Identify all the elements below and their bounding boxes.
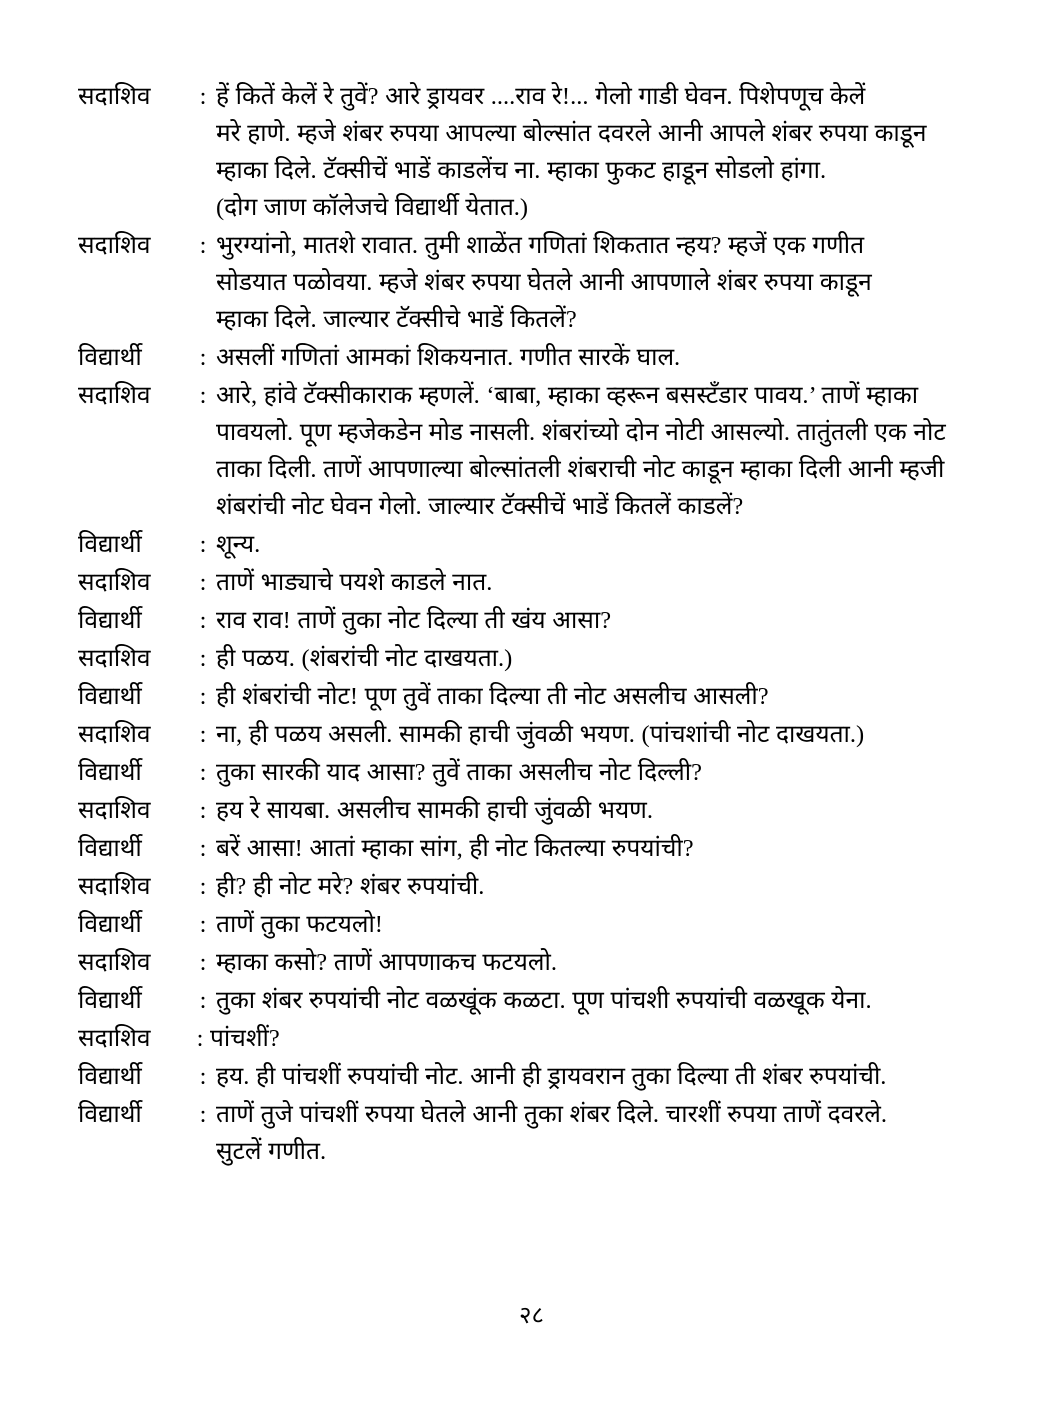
speech-text xyxy=(216,1058,991,1095)
speech-line: म्हाका दिले. जाल्यार टॅक्सीचे भाडें कितलें? xyxy=(216,306,577,333)
speaker-colon: : xyxy=(199,232,207,259)
speaker-label: विद्यार्थी xyxy=(78,344,142,371)
speech-line: ताणें तुजे पांचशीं रुपया घेतले आनी तुका शंबर दिले. चारशीं रुपया ताणें दवरले. xyxy=(216,1101,888,1128)
speech-text xyxy=(216,830,991,867)
dialogue-line xyxy=(78,944,991,981)
speech-text xyxy=(216,944,991,981)
speaker-label: विद्यार्थी xyxy=(78,607,142,634)
dialogue-line xyxy=(78,868,991,905)
dialogue-line xyxy=(78,339,991,376)
speaker-colon: : xyxy=(196,1025,204,1052)
speech-line: ना, ही पळय असली. सामकी हाची जुंवळी भयण. (पांचशांची नोट दाखयता.) xyxy=(216,721,865,748)
speaker-colon: : xyxy=(199,607,207,634)
dialogue-line xyxy=(78,982,991,1019)
speech-text xyxy=(216,526,991,563)
speech-text xyxy=(216,377,991,525)
speech-line: ही शंबरांची नोट! पूण तुवें ताका दिल्या ती नोट असलीच आसली? xyxy=(216,683,769,710)
speech-text xyxy=(216,78,991,226)
speaker-label: विद्यार्थी xyxy=(78,911,142,938)
page-number: २८ xyxy=(519,1303,544,1329)
play-script-dialogue-list xyxy=(78,78,991,1170)
speech-line: तुका सारकी याद आसा? तुवें ताका असलीच नोट दिल्ली? xyxy=(216,759,702,786)
speaker-label: विद्यार्थी xyxy=(78,759,142,786)
speaker-colon: : xyxy=(199,344,207,371)
dialogue-line xyxy=(78,1020,991,1057)
speech-text xyxy=(216,982,991,1019)
speech-line: ही पळय. (शंबरांची नोट दाखयता.) xyxy=(216,645,513,672)
speech-line: (दोग जाण कॉलेजचे विद्यार्थी येतात.) xyxy=(216,194,529,221)
speaker-colon: : xyxy=(199,569,207,596)
speaker-label: सदाशिव xyxy=(78,873,151,900)
speaker-colon: : xyxy=(199,683,207,710)
dialogue-line xyxy=(78,78,991,226)
speaker-label: सदाशिव xyxy=(78,797,151,824)
speech-text xyxy=(216,227,991,338)
speech-line: हय रे सायबा. असलीच सामकी हाची जुंवळी भयण. xyxy=(216,797,654,824)
speech-line: ताणें तुका फटयलो! xyxy=(216,911,383,938)
dialogue-line xyxy=(78,792,991,829)
speaker-label: विद्यार्थी xyxy=(78,683,142,710)
speech-line: मरे हाणे. म्हजे शंबर रुपया आपल्या बोल्सांत दवरले आनी आपले शंबर रुपया काडून xyxy=(216,120,927,147)
speaker-colon: : xyxy=(199,83,207,110)
speaker-colon: : xyxy=(199,1101,207,1128)
speaker-colon: : xyxy=(199,531,207,558)
speech-text xyxy=(216,792,991,829)
speech-text xyxy=(216,678,991,715)
speech-line: सोडयात पळोवया. म्हजे शंबर रुपया घेतले आनी आपणाले शंबर रुपया काडून xyxy=(216,269,872,296)
speech-line: आरे, हांवे टॅक्सीकाराक म्हणलें. ‘बाबा, म्हाका व्हरून बसस्टँडार पावय.’ ताणें म्हाका xyxy=(216,382,919,409)
speech-line: भुरग्यांनो, मातशे रावात. तुमी शाळेंत गणितां शिकतात न्हय? म्हजें एक गणीत xyxy=(216,232,865,259)
speaker-label: विद्यार्थी xyxy=(78,1063,142,1090)
speaker-colon: : xyxy=(199,911,207,938)
speaker-colon: : xyxy=(199,987,207,1014)
speech-line: ताणें भाड्याचे पयशे काडले नात. xyxy=(216,569,493,596)
speaker-colon: : xyxy=(199,382,207,409)
speech-line: शून्य. xyxy=(216,531,261,558)
speaker-label: सदाशिव xyxy=(78,645,151,672)
dialogue-line xyxy=(78,906,991,943)
speaker-label: सदाशिव xyxy=(78,83,151,110)
dialogue-line xyxy=(78,716,991,753)
speaker-label: विद्यार्थी xyxy=(78,835,142,862)
speech-text xyxy=(210,1020,991,1057)
speech-text xyxy=(216,602,991,639)
speaker-label: सदाशिव xyxy=(78,1025,151,1052)
speech-line: पावयलो. पूण म्हजेकडेन मोड नासली. शंबरांच्यो दोन नोटी आसल्यो. तातुंतली एक नोट xyxy=(216,419,946,446)
speech-line: सुटलें गणीत. xyxy=(216,1138,327,1165)
speech-text xyxy=(216,564,991,601)
dialogue-line xyxy=(78,678,991,715)
speech-text xyxy=(216,906,991,943)
dialogue-line xyxy=(78,1058,991,1095)
dialogue-line xyxy=(78,754,991,791)
speaker-colon: : xyxy=(199,645,207,672)
speech-line: बरें आसा! आतां म्हाका सांग, ही नोट कितल्या रुपयांची? xyxy=(216,835,694,862)
speech-text xyxy=(216,640,991,677)
speech-text xyxy=(216,1096,991,1170)
speaker-colon: : xyxy=(199,797,207,824)
speech-line: तुका शंबर रुपयांची नोट वळखूंक कळटा. पूण पांचशी रुपयांची वळखूक येना. xyxy=(216,987,872,1014)
dialogue-line xyxy=(78,377,991,525)
dialogue-line xyxy=(78,227,991,338)
speaker-colon: : xyxy=(199,949,207,976)
speaker-label: सदाशिव xyxy=(78,721,151,748)
speech-line: हें कितें केलें रे तुवें? आरे ड्रायवर ....राव रे!... गेलो गाडी घेवन. पिशेपणूच केलें xyxy=(216,83,866,110)
speech-text xyxy=(216,868,991,905)
speaker-label: विद्यार्थी xyxy=(78,1101,142,1128)
dialogue-line xyxy=(78,602,991,639)
speech-line: म्हाका दिले. टॅक्सीचें भाडें काडलेंच ना. म्हाका फुकट हाडून सोडलो हांगा. xyxy=(216,157,827,184)
speech-line: ताका दिली. ताणें आपणाल्या बोल्सांतली शंबराची नोट काडून म्हाका दिली आनी म्हजी xyxy=(216,456,945,483)
speaker-label: सदाशिव xyxy=(78,232,151,259)
speech-line: असलीं गणितां आमकां शिकयनात. गणीत सारकें घाल. xyxy=(216,344,681,371)
dialogue-line xyxy=(78,640,991,677)
speaker-colon: : xyxy=(199,1063,207,1090)
speech-line: राव राव! ताणें तुका नोट दिल्या ती खंय आसा? xyxy=(216,607,612,634)
speech-line: म्हाका कसो? ताणें आपणाकच फटयलो. xyxy=(216,949,557,976)
speaker-label: सदाशिव xyxy=(78,569,151,596)
speech-text xyxy=(216,754,991,791)
dialogue-line xyxy=(78,526,991,563)
speech-text xyxy=(216,339,991,376)
speaker-colon: : xyxy=(199,759,207,786)
speech-line: ही? ही नोट मरे? शंबर रुपयांची. xyxy=(216,873,485,900)
speaker-colon: : xyxy=(199,835,207,862)
speaker-label: सदाशिव xyxy=(78,949,151,976)
speaker-label: विद्यार्थी xyxy=(78,987,142,1014)
dialogue-line xyxy=(78,564,991,601)
speaker-label: सदाशिव xyxy=(78,382,151,409)
speaker-colon: : xyxy=(199,873,207,900)
dialogue-line xyxy=(78,830,991,867)
dialogue-line xyxy=(78,1096,991,1170)
speech-line: शंबरांची नोट घेवन गेलो. जाल्यार टॅक्सीचें भाडें कितलें काडलें? xyxy=(216,493,744,520)
speaker-label: विद्यार्थी xyxy=(78,531,142,558)
speech-text xyxy=(216,716,991,753)
speech-line: पांचशीं? xyxy=(210,1025,280,1052)
speaker-colon: : xyxy=(199,721,207,748)
speech-line: हय. ही पांचशीं रुपयांची नोट. आनी ही ड्रायवरान तुका दिल्या ती शंबर रुपयांची. xyxy=(216,1063,887,1090)
